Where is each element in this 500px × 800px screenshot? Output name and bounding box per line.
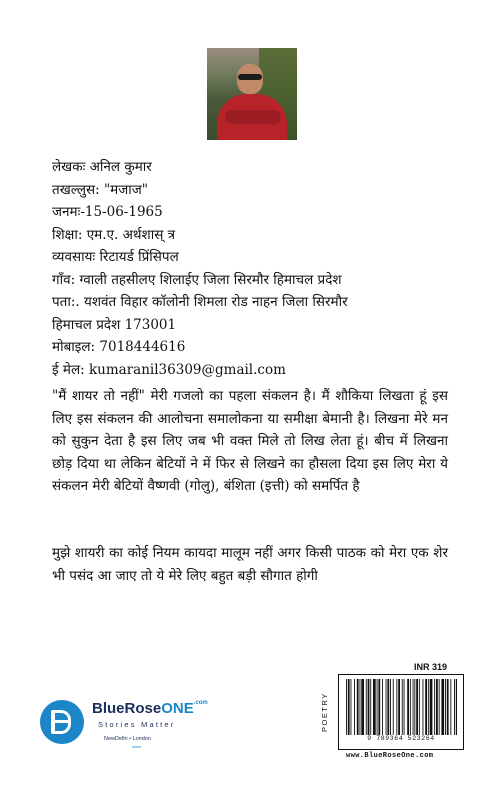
village-value: ग्वाली तहसीलए शिलाईए जिला सिरमौर हिमाचल प्रदेश bbox=[79, 271, 342, 288]
publisher-tagline: Stories Matter bbox=[98, 720, 176, 729]
education-value: एम.ए. अर्थशास् त्र bbox=[86, 226, 176, 243]
author-line bbox=[52, 156, 452, 179]
publisher-name-sup: .com bbox=[193, 700, 208, 706]
author-bio bbox=[52, 156, 452, 381]
mobile-value: 7018444616 bbox=[99, 339, 186, 355]
pen-name-value: "मजाज" bbox=[103, 181, 148, 198]
address-value: यशवंत विहार कॉलोनी शिमला रोड नाहन जिला सिरमौर bbox=[84, 294, 348, 310]
photo-sunglasses bbox=[238, 74, 262, 80]
publisher-name-part1: BlueRose bbox=[92, 700, 162, 717]
occupation-line bbox=[52, 246, 452, 269]
education-line bbox=[52, 224, 452, 247]
address-value-2: हिमाचल प्रदेश 173001 bbox=[52, 316, 177, 333]
email-value: kumaranil36309@gmail.com bbox=[89, 361, 286, 378]
publisher-website: www.BlueRoseOne.com bbox=[346, 752, 434, 760]
pen-name-label: तखल्लुस: bbox=[52, 181, 100, 198]
price-label: INR 319 bbox=[414, 662, 448, 672]
dedication-paragraph: "मैं शायर तो नहीं" मेरी गजलो का पहला संकलन है। मैं शौकिया लिखता हूं इस लिए इस संकलन की आलोचना समालोकना या समीक्षा बेमानी है। लिखना मेरे मन को सुकुन देता है इस लिए जब भी वक्त मिले तो लिख लेता हूं। बीच में लिखना छोड़ दिया था लेकिन बेटियों ने में फिर से लिखने का हौसला दिया इस लिए मेरा ये संकलन मेरी बेटियों वैष्णवी (गोलु), बंशिता (इत्ती) को समर्पित है bbox=[52, 388, 448, 494]
birth-label: जनमः bbox=[52, 204, 81, 220]
author-photo bbox=[207, 48, 297, 140]
publisher-name bbox=[92, 700, 208, 717]
publisher-small-text: since bbox=[132, 744, 142, 749]
isbn-barcode bbox=[338, 674, 464, 750]
publisher-b-icon bbox=[40, 700, 84, 744]
photo-arms bbox=[225, 110, 281, 124]
occupation-value: रिटायर्ड प्रिंसिपल bbox=[99, 249, 179, 265]
publisher-name-part2: ONE bbox=[161, 700, 194, 717]
education-label: शिक्षा: bbox=[52, 226, 83, 243]
village-line bbox=[52, 269, 452, 292]
pen-name-line bbox=[52, 179, 452, 202]
birth-line bbox=[52, 201, 452, 224]
birth-value: -15-06-1965 bbox=[80, 204, 163, 220]
closing-paragraph: मुझे शायरी का कोई नियम कायदा मालूम नहीं अगर किसी पाठक को मेरा एक शेर भी पसंद आ जाए तो ये मेरे लिए बहुत बड़ी सौगात होगी bbox=[52, 545, 448, 584]
address-line-2 bbox=[52, 314, 452, 337]
author-label: लेखकः bbox=[52, 159, 86, 175]
genre-label: POETRY bbox=[320, 692, 329, 732]
isbn-number: 9 789364 523264 bbox=[367, 735, 435, 742]
barcode-bars bbox=[345, 679, 457, 735]
occupation-label: व्यवसायः bbox=[52, 249, 96, 265]
author-value: अनिल कुमार bbox=[89, 159, 152, 175]
publisher-logo bbox=[40, 692, 240, 752]
email-line bbox=[52, 359, 452, 382]
publisher-cities: NewDelhi • London bbox=[104, 736, 151, 742]
b-letter-bar bbox=[51, 720, 71, 723]
village-label: गाँव: bbox=[52, 271, 76, 288]
email-label: ई मेल: bbox=[52, 361, 85, 378]
mobile-label: मोबाइल: bbox=[52, 339, 96, 355]
mobile-line bbox=[52, 336, 452, 359]
address-label: पता:. bbox=[52, 294, 80, 310]
address-line bbox=[52, 291, 452, 314]
